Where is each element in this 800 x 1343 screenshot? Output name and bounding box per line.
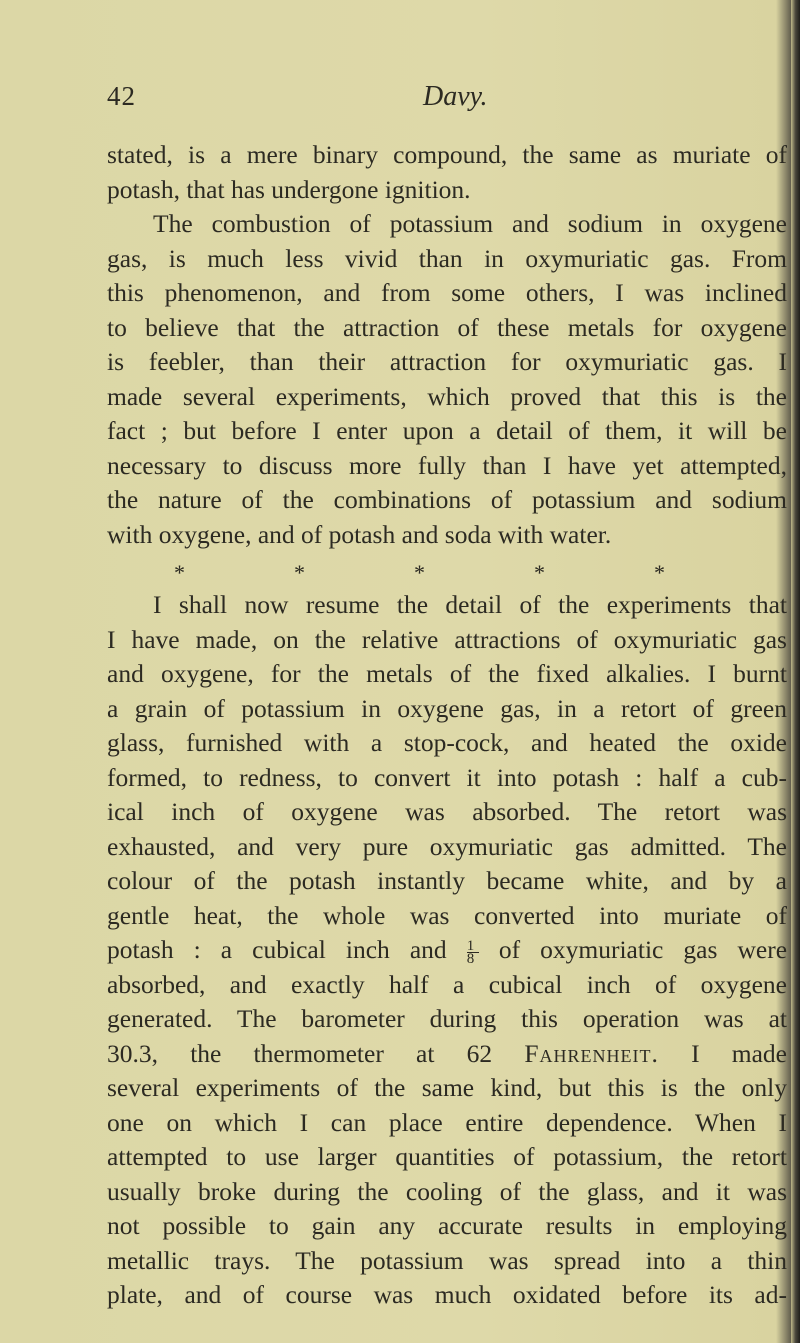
text-line: colour of the potash instantly became white, and by a bbox=[107, 866, 787, 895]
text-line: glass, furnished with a stop-cock, and heated the oxide bbox=[107, 728, 787, 757]
fraction-line-after: of oxymuriatic gas were bbox=[498, 935, 788, 964]
asterisk-divider bbox=[107, 552, 787, 588]
asterisk: * bbox=[534, 560, 545, 585]
text-line: necessary to discuss more fully than I have yet attempted, bbox=[107, 450, 787, 480]
text-line: exhausted, and very pure oxymuriatic gas admitted. The bbox=[107, 831, 787, 861]
page-number: 42 bbox=[107, 81, 136, 111]
text-line: a grain of potassium in oxygene gas, in a retort of green bbox=[107, 693, 787, 723]
running-head: Davy. bbox=[423, 81, 488, 112]
fahrenheit-line-after: I made bbox=[691, 1038, 788, 1068]
text-line: plate, and of course was much oxidated before its ad- bbox=[107, 1280, 787, 1309]
page-header bbox=[0, 81, 800, 121]
text-line: potash, that has undergone ignition. bbox=[107, 174, 471, 204]
fraction-denominator: 8 bbox=[466, 950, 475, 967]
text-line: usually broke during the cooling of the glass, and it was bbox=[107, 1176, 787, 1206]
text-line: and oxygene, for the metals of the fixed alkalies. I burnt bbox=[107, 659, 787, 688]
text-line-with-fraction bbox=[107, 933, 787, 968]
text-line-with-name bbox=[107, 1037, 787, 1072]
text-line: I shall now resume the detail of the experiments that bbox=[153, 590, 787, 619]
text-line: stated, is a mere binary compound, the same as muriate of bbox=[107, 140, 787, 169]
text-line: gentle heat, the whole was converted into muriate of bbox=[107, 900, 787, 930]
text-line: ical inch of oxygene was absorbed. The retort was bbox=[107, 797, 787, 826]
text-line: not possible to gain any accurate results in employing bbox=[107, 1211, 787, 1240]
asterisk: * bbox=[654, 560, 665, 585]
text-line: several experiments of the same kind, but this is the only bbox=[107, 1073, 787, 1102]
text-line: is feebler, than their attraction for oxymuriatic gas. I bbox=[107, 347, 787, 376]
text-line: the nature of the combinations of potassium and sodium bbox=[107, 485, 787, 514]
text-line: attempted to use larger quantities of potassium, the retort bbox=[107, 1142, 787, 1171]
body-text bbox=[107, 138, 787, 1313]
text-line: with oxygene, and of potash and soda with water. bbox=[107, 519, 612, 549]
text-line: to believe that the attraction of these metals for oxygene bbox=[107, 312, 787, 342]
fraction-numerator: 1 bbox=[467, 940, 479, 953]
text-line: metallic trays. The potassium was spread into a thin bbox=[107, 1245, 787, 1275]
text-line: generated. The barometer during this operation was at bbox=[107, 1004, 787, 1033]
fahrenheit-name: Fahrenheit. bbox=[524, 1038, 659, 1068]
text-line: this phenomenon, and from some others, I was inclined bbox=[107, 278, 787, 307]
text-line: gas, is much less vivid than in oxymuriatic gas. From bbox=[107, 243, 787, 273]
text-line: The combustion of potassium and sodium in oxygene bbox=[153, 209, 787, 238]
fraction-line-before: potash : a cubical inch and bbox=[107, 935, 447, 964]
text-line: formed, to redness, to convert it into potash : half a cub- bbox=[107, 762, 787, 792]
asterisk: * bbox=[414, 560, 425, 585]
text-line: fact ; but before I enter upon a detail of them, it will be bbox=[107, 416, 787, 445]
fahrenheit-line-before: 30.3, the thermometer at 62 bbox=[107, 1038, 493, 1068]
text-line: made several experiments, which proved that this is the bbox=[107, 381, 787, 411]
fraction-one-eighth bbox=[466, 937, 479, 967]
text-line: absorbed, and exactly half a cubical inch of oxygene bbox=[107, 969, 787, 999]
text-line: one on which I can place entire dependence. When I bbox=[107, 1107, 787, 1137]
asterisk: * bbox=[294, 560, 305, 585]
page-edge-shadow bbox=[791, 0, 800, 1343]
text-line: I have made, on the relative attractions of oxymuriatic gas bbox=[107, 624, 787, 654]
asterisk: * bbox=[174, 560, 185, 585]
